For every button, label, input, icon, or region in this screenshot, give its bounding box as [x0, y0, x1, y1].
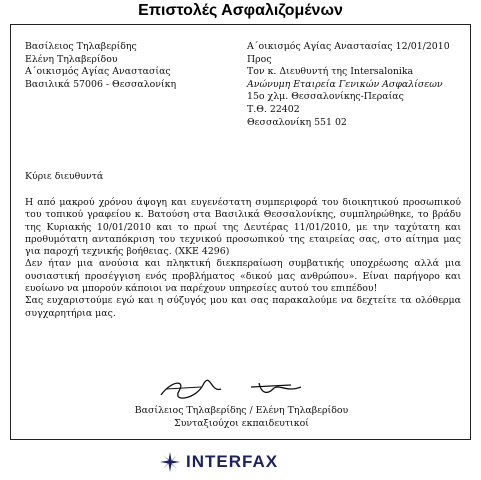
sender-line: Ελένη Τηλαβερίδου	[25, 53, 118, 65]
date-line: Α΄οικισμός Αγίας Αναστασίας 12/01/2010	[247, 41, 450, 52]
handwritten-signatures	[141, 373, 341, 403]
compass-star-icon	[160, 452, 180, 472]
letter-body	[25, 197, 461, 320]
letter	[10, 24, 471, 440]
sender-line: Βασίλειος Τηλαβερίδης	[25, 41, 137, 52]
body-paragraph: Η από μακρού χρόνου άψογη και ευγενέστατη συμπεριφορά του διοικητικού προσωπικού του τοπικού γραφείου κ. Βατούση στα Βασιλικά Θεσσαλονίκης, συμπληρώθηκε, το βράδυ της Κυριακής 10/01/2010 και το πρωί της Δευτέρας 11/01/2010, με την ταχύτατη και προθυμότατη ανταπόκριση του τεχνικού προσωπικού της εταιρείας σας, στο αίτημα μας για παροχή τεχνικής βοήθειας. (ΧΚΕ 4296)	[25, 197, 461, 258]
recipient-line: Ανώνυμη Εταιρεία Γενικών Ασφαλίσεων	[247, 78, 443, 90]
signer-role: Συνταξιούχοι εκπαιδευτικοί	[174, 417, 309, 429]
sender-address	[25, 41, 176, 91]
recipient-line: Τ.Θ. 22402	[247, 103, 300, 115]
recipient-address	[247, 41, 450, 129]
signer-names: Βασίλειος Τηλαβερίδης / Ελένη Τηλαβερίδου	[134, 405, 349, 416]
recipient-line: Προς	[247, 53, 272, 65]
sender-line: Βασιλικά 57006 - Θεσσαλονίκη	[25, 78, 177, 90]
body-paragraph: Σας ευχαριστούμε εγώ και η σύζυγός μου και σας παρακαλούμε να δεχτείτε τα ολόθερμα συγχαρητήρια μας.	[25, 295, 461, 319]
greeting: Κύριε διευθυντά	[25, 171, 104, 182]
sender-line: Α΄οικισμός Αγίας Αναστασίας	[25, 66, 171, 78]
body-paragraph: Δεν ήταν μια ανούσια και πληκτική διεκπεραίωση συμβατικής υποχρέωσης αλλά μια ουσιαστική προσέγγιση ενός προβλήματος «δικού μας ανθρώπου». Είναι παρήγορο και ευοίωνο να μπορούν κάποιοι να παρέχουν υπηρεσίες αυτού του επιπέδου!	[25, 258, 461, 295]
recipient-line: Θεσσαλονίκη 551 02	[247, 116, 347, 128]
page-title: Επιστολές Ασφαλιζομένων	[138, 2, 343, 19]
signature-block	[11, 405, 472, 430]
logo-text: INTERFAX	[186, 452, 279, 471]
recipient-line: Τον κ. Διευθυντή της Intersalonika	[247, 66, 414, 78]
recipient-line: 15ο χλμ. Θεσσαλονίκης-Περαίας	[247, 91, 404, 103]
interfax-logo	[160, 452, 278, 472]
